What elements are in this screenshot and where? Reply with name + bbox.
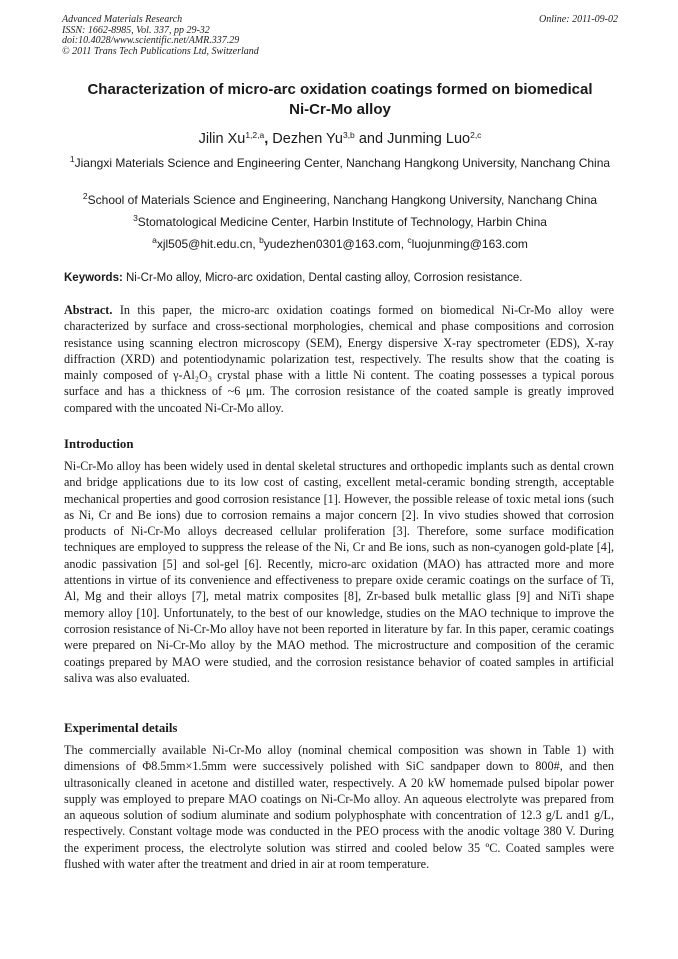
author-superscript: 3,b bbox=[342, 130, 355, 140]
affiliation-text: School of Materials Science and Engineering, Nanchang Hangkong University, Nanchang China bbox=[87, 193, 598, 207]
doi-line: doi:10.4028/www.scientific.net/AMR.337.29 bbox=[62, 35, 240, 46]
paper-title bbox=[62, 80, 618, 120]
title-line-1: Characterization of micro-arc oxidation coatings formed on biomedical bbox=[87, 81, 593, 98]
affiliation-superscript: 2 bbox=[82, 191, 88, 201]
author-list: Jilin Xu$^{1,2,a}$, Dezhen Yu$^{3,b}$ and Junming Luo$^{2,c}$ bbox=[198, 130, 482, 147]
affiliation-1 bbox=[62, 155, 618, 171]
online-date: Online: 2011-09-02 bbox=[539, 14, 618, 25]
author-name: Jilin Xu bbox=[198, 131, 246, 147]
affiliation-superscript: 3 bbox=[133, 213, 138, 223]
author-superscript: 2,c bbox=[470, 130, 482, 140]
title-line-2: Ni-Cr-Mo alloy bbox=[289, 101, 391, 118]
affiliation-text: Jiangxi Materials Science and Engineering Center, Nanchang Hangkong University, Nanchang China bbox=[74, 156, 611, 170]
copyright-line: © 2011 Trans Tech Publications Ltd, Switzerland bbox=[62, 45, 259, 57]
experimental-paragraph: The commercially available Ni-Cr-Mo alloy (nominal chemical composition was shown in Table 1) with dimensions of Φ8.5mm×1.5mm were successively polished with SiC sandpaper down to 800#, and then ultrasonically cleaned in acetone and distilled water, respectively. A 20 kW homemade pulsed bipolar power supply was employed to prepare MAO coatings on Ni-Cr-Mo alloy. An aqueous electrolyte was prepared from an aqueous solution of sodium aluminate and sodium polyphosphate with concentration of 12.3 g/L and1 g/L, respectively. Constant voltage mode was conducted in the PEO process with the anodic voltage 380 V. During the experiment process, the electrolyte solution was stirred and cooled below 35 ºC. Coated samples were flushed with water after the treatment and dried in air at room temperature. bbox=[64, 743, 614, 872]
affiliation-superscript: 1 bbox=[69, 154, 75, 164]
keywords-line bbox=[64, 271, 620, 286]
keywords-label: Keywords: bbox=[64, 272, 123, 284]
email-link[interactable]: xjl505@hit.edu.cn, bbox=[156, 237, 260, 251]
email-superscript: a bbox=[152, 235, 157, 245]
abstract-paragraph bbox=[64, 302, 614, 416]
email-superscript: b bbox=[259, 235, 264, 245]
journal-name: Advanced Materials Research bbox=[62, 14, 183, 25]
author-conjunction: and bbox=[358, 131, 384, 147]
email-link[interactable]: yudezhen0301@163.com, bbox=[263, 237, 408, 251]
introduction-paragraph: Ni-Cr-Mo alloy has been widely used in dental skeletal structures and orthopedic implants such as dental crown and bridge applications due to its low cost of casting, excellent metal-ceramic bonding strength, acceptable mechanical properties and good corrosion resistance [1]. However, the possible release of toxic metal ions (such as Ni, Cr and Be ions) due to corrosion remains a major concern [2]. In vivo studies showed that corrosion products of Ni-Cr-Mo alloys decreased cellular proliferation [3]. Therefore, some surface modification techniques are employed to suppress the release of the Ni, Cr and Be ions, such as non-cyanogen gold-plate [4], anodic passivation [5] and sol-gel [6]. Recently, micro-arc oxidation (MAO) has attracted more and more attentions in virtue of its convenience and effectiveness to prepare oxide ceramic coatings on the surface of Ti, Al, Mg and their alloys [7], metal matrix composites [8], Zr-based bulk metallic glass [9] and NiTi shape memory alloy [10]. Unfortunately, to the best of our knowledge, studies on the MAO technique to improve the corrosion resistance of Ni-Cr-Mo alloy have not been reported in literature by far. In this paper, ceramic coatings were prepared on Ni-Cr-Mo alloy by the MAO method. The microstructure and composition of the ceramic coatings prepared by MAO were studied, and the corrosion resistance behavior of coated samples in artificial saliva was also evaluated. bbox=[64, 459, 614, 685]
affiliation-text: Stomatological Medicine Center, Harbin Institute of Technology, Harbin China bbox=[137, 215, 547, 229]
author-name: Dezhen Yu bbox=[272, 131, 343, 147]
introduction-heading: Introduction bbox=[64, 437, 134, 451]
experimental-heading: Experimental details bbox=[64, 721, 178, 735]
email-superscript: c bbox=[407, 235, 412, 245]
issn-line: ISSN: 1662-8985, Vol. 337, pp 29-32 bbox=[62, 24, 210, 36]
author-emails bbox=[62, 236, 618, 252]
email-link[interactable]: luojunming@163.com bbox=[411, 237, 528, 251]
journal-header bbox=[62, 15, 618, 57]
author-name: Junming Luo bbox=[387, 131, 471, 147]
abstract-text: In this paper, the micro-arc oxidation coatings formed on biomedical Ni-Cr-Mo alloy were characterized by surface and cross-sectional morphologies, chemical and phase compositions and corrosion resistance using scanning electron microscopy (SEM), Energy dispersive X-ray spectrometer (EDS), X-ray diffraction (XRD) and potentiodynamic polarization test, respectively. The results show that the coating is mainly composed of γ-Al₂O₃ crystal phase with a little Ni content. The coating possesses a typical porous surface and has a thickness of ~6 μm. The corrosion resistance of the coated sample is greatly improved compared with the uncoated Ni-Cr-Mo alloy. bbox=[64, 303, 614, 415]
affiliation-3 bbox=[62, 214, 618, 230]
abstract-label: Abstract. bbox=[64, 303, 113, 317]
keywords-text: Ni-Cr-Mo alloy, Micro-arc oxidation, Dental casting alloy, Corrosion resistance. bbox=[122, 272, 523, 284]
affiliation-2 bbox=[62, 192, 618, 208]
author-superscript: 1,2,a bbox=[245, 130, 265, 140]
